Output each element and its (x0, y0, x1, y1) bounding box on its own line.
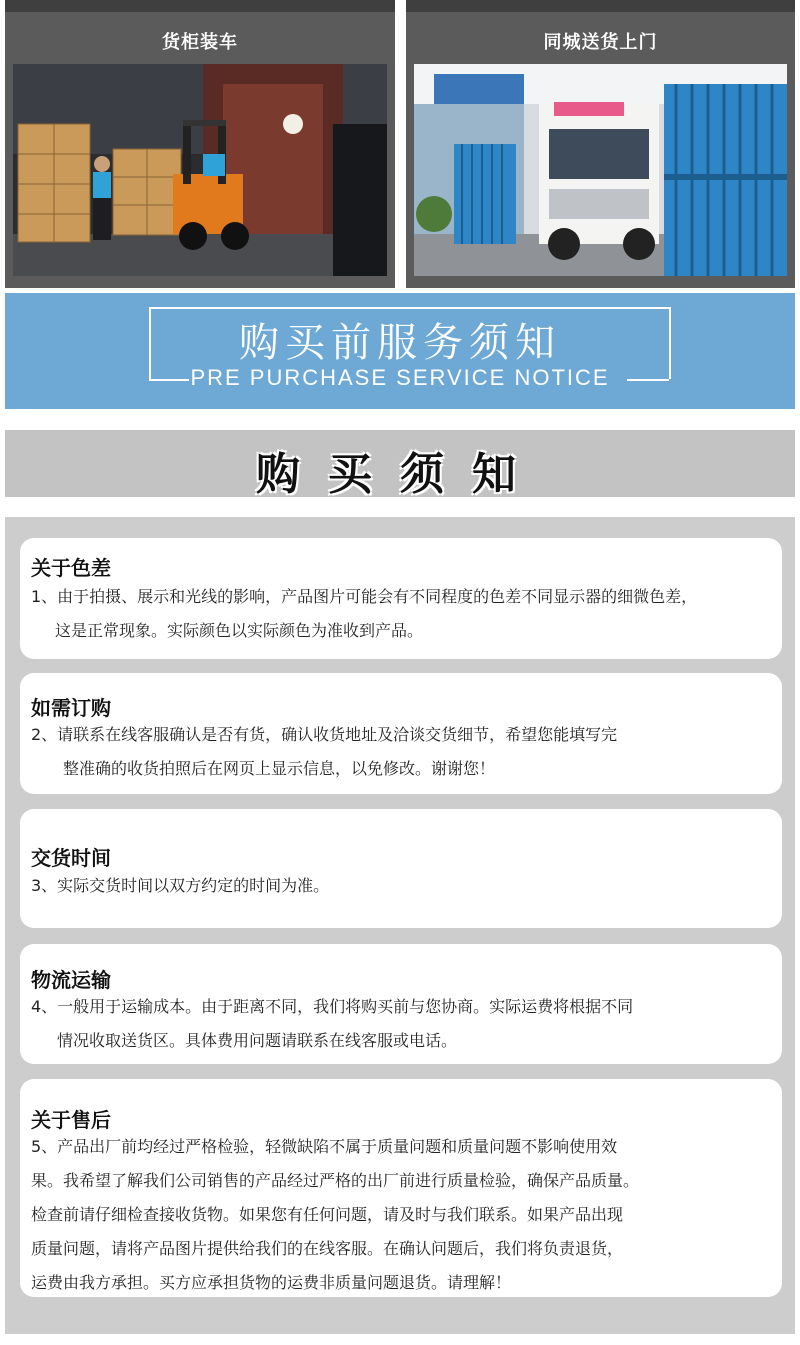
section-card-after-sales (20, 1079, 782, 1297)
section-line: 检查前请仔细检查接收货物。如果您有任何问题，请及时与我们联系。如果产品出现 (31, 1205, 624, 1224)
top-strip-left (5, 0, 395, 12)
section-title: 如需订购 (31, 696, 111, 720)
photo-caption: 同城送货上门 (543, 32, 658, 53)
section-line: 4、一般用于运输成本。由于距离不同，我们将购买前与您协商。实际运费将根据不同 (31, 997, 634, 1016)
section-card-order (20, 673, 782, 794)
service-notice-banner (5, 293, 795, 409)
delivery-truck-photo (414, 64, 787, 276)
section-card-color (20, 538, 782, 659)
section-line: 情况收取送货区。具体费用问题请联系在线客服或电话。 (57, 1031, 458, 1050)
section-text (31, 869, 776, 903)
section-text (31, 1130, 776, 1300)
banner-subtitle: PRE PURCHASE SERVICE NOTICE (190, 365, 610, 390)
section-text (31, 990, 776, 1058)
photo-card-loading (5, 12, 395, 288)
photo-caption: 货柜装车 (162, 32, 238, 53)
section-line: 5、产品出厂前均经过严格检验，轻微缺陷不属于质量问题和质量问题不影响使用效 (31, 1137, 618, 1156)
top-strip-right (406, 0, 795, 12)
section-line: 2、请联系在线客服确认是否有货，确认收货地址及洽谈交货细节，希望您能填写完 (31, 725, 618, 744)
section-title: 关于色差 (31, 556, 111, 580)
section-line: 果。我希望了解我们公司销售的产品经过严格的出厂前进行质量检验，确保产品质量。 (31, 1171, 640, 1190)
forklift-loading-photo (13, 64, 387, 276)
section-card-logistics (20, 944, 782, 1064)
section-line: 质量问题，请将产品图片提供给我们的在线客服。在确认问题后，我们将负责退货， (31, 1239, 624, 1258)
section-card-delivery-time (20, 809, 782, 928)
section-title: 物流运输 (31, 968, 111, 992)
photo-card-delivery (406, 12, 795, 288)
section-text (31, 718, 776, 786)
section-line: 1、由于拍摄、展示和光线的影响，产品图片可能会有不同程度的色差不同显示器的细微色差， (31, 587, 698, 606)
notice-title: 购买须知 (256, 449, 544, 500)
section-text (31, 580, 776, 648)
section-line: 3、实际交货时间以双方约定的时间为准。 (31, 876, 330, 895)
bottom-strip (0, 1334, 800, 1345)
notice-header (5, 430, 795, 500)
section-line: 这是正常现象。实际颜色以实际颜色为准收到产品。 (55, 621, 424, 640)
section-line: 运费由我方承担。买方应承担货物的运费非质量问题退货。请理解！ (31, 1273, 512, 1292)
banner-title: 购买前服务须知 (239, 320, 561, 366)
section-title: 关于售后 (31, 1108, 111, 1132)
section-line: 整准确的收货拍照后在网页上显示信息，以免修改。谢谢您！ (63, 759, 496, 778)
section-title: 交货时间 (31, 846, 111, 870)
